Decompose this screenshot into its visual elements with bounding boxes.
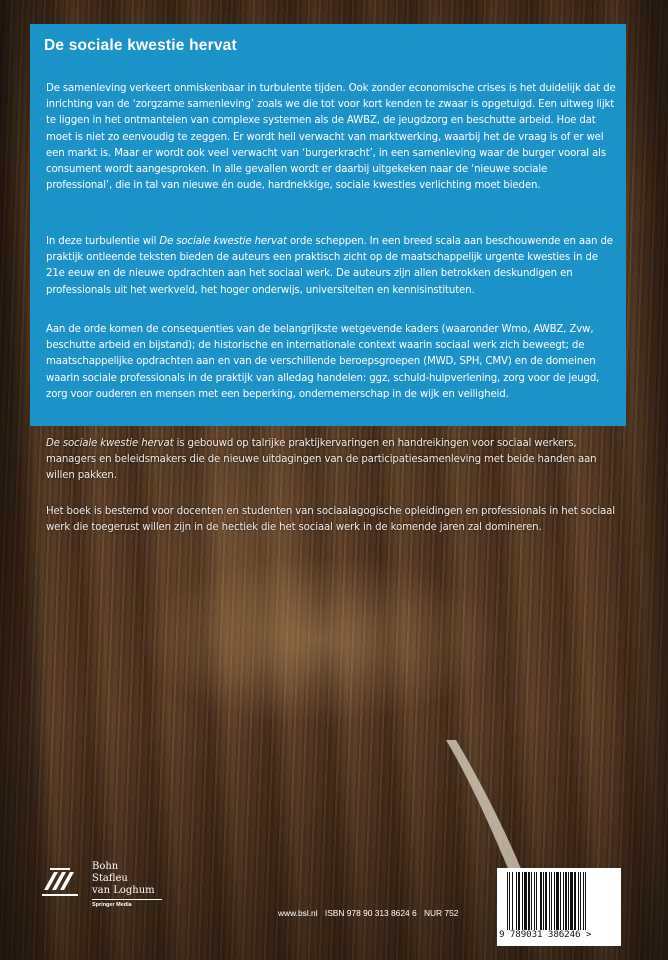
barcode-bar bbox=[540, 872, 542, 930]
title-bar bbox=[30, 24, 626, 70]
barcode-bars bbox=[507, 872, 611, 930]
paragraph-purpose-lead: In deze turbulentie wil bbox=[46, 236, 160, 247]
page-title: De sociale kwestie hervat bbox=[44, 37, 237, 54]
barcode-bar bbox=[507, 872, 508, 930]
publisher-name bbox=[92, 861, 155, 897]
barcode-bar bbox=[522, 872, 523, 930]
barcode-bar bbox=[583, 872, 584, 930]
barcode-bar bbox=[518, 872, 520, 930]
barcode-bar bbox=[563, 872, 564, 930]
barcode-bar bbox=[534, 872, 535, 930]
barcode-bar bbox=[568, 872, 569, 930]
paragraph-topics: Aan de orde komen de consequenties van de belangrijkste wetgevende kaders (waaronder Wmo, AWBZ, Zvw, beschutte arbeid en bijstand); de historische en internationale context waarin sociaal werk zich beweegt; de maatschappelijke opdrachten aan en van de verschillende beroepsgroepen (MWD, SPH, CMV) en de domeinen waarin sociale professionals in de praktijk van alledag handelen: ggz, schuld-hulpverlening, zorg voor de jeugd, zorg voor ouderen en mensen met een beperking, ondernemerschap in de wijk en veiligheid. bbox=[46, 324, 600, 400]
barcode-bar bbox=[536, 872, 537, 930]
publisher-name-line3: van Loghum bbox=[92, 885, 155, 896]
barcode-bar bbox=[585, 872, 586, 930]
barcode-bar bbox=[509, 872, 510, 930]
nur-code: NUR 752 bbox=[423, 908, 459, 918]
publisher-imprint: Springer Media bbox=[92, 902, 132, 908]
paragraph-foundation-body: is gebouwd op talrijke praktijkervaringen en handreikingen voor sociaal werkers, managers en beleidsmakers die de nieuwe uitdagingen van de participatiesamenleving met beide handen aan willen pakken. bbox=[46, 438, 597, 482]
isbn-barcode bbox=[497, 868, 621, 946]
bsl-logo-icon bbox=[40, 860, 80, 900]
barcode-bar bbox=[560, 872, 561, 930]
publisher-name-line2: Stafleu bbox=[92, 873, 128, 884]
barcode-bar bbox=[531, 872, 532, 930]
paragraph-purpose bbox=[46, 234, 616, 299]
book-title-italic: De sociale kwestie hervat bbox=[46, 438, 174, 449]
barcode-bar bbox=[516, 872, 517, 930]
barcode-bar bbox=[528, 872, 530, 930]
publisher-divider bbox=[92, 899, 162, 900]
barcode-bar bbox=[570, 872, 573, 930]
barcode-bar bbox=[545, 872, 547, 930]
barcode-bar bbox=[549, 872, 550, 930]
book-title-italic: De sociale kwestie hervat bbox=[159, 236, 287, 247]
paragraph-foundation bbox=[46, 436, 616, 485]
publisher-logo bbox=[40, 858, 210, 914]
barcode-bar bbox=[551, 872, 552, 930]
barcode-bar bbox=[580, 872, 581, 930]
barcode-bar bbox=[543, 872, 544, 930]
isbn: ISBN 978 90 313 8624 6 bbox=[324, 908, 417, 918]
barcode-bar bbox=[554, 872, 555, 930]
barcode-bar bbox=[578, 872, 579, 930]
barcode-bar bbox=[556, 872, 559, 930]
publisher-website: www.bsl.nl bbox=[278, 908, 318, 918]
paragraph-audience: Het boek is bestemd voor docenten en studenten van sociaalagogische opleidingen en professionals in het sociaal werk die toegerust willen zijn in de hectiek die het sociaal werk in de komende jaren zal domineren. bbox=[46, 506, 615, 534]
barcode-bar bbox=[524, 872, 527, 930]
barcode-bar bbox=[565, 872, 567, 930]
paragraph-intro: De samenleving verkeert onmiskenbaar in turbulente tijden. Ook zonder economische crises is het duidelijk dat de inrichting van de ‘zorgzame samenleving’ zoals we die tot voor kort kenden te zwaar is opgetuigd. Een uitweg lijkt te liggen in het ontmantelen van complexe systemen als de AWBZ, de jeugdzorg en beschutte arbeid. Hoe dat moet is niet zo eenvoudig te zeggen. Er wordt heil verwacht van marktwerking, waarbij het de vraag is of er wel een markt is. Maar er wordt ook veel verwacht van ‘burgerkracht’, in een samenleving waar de burger vooral als consument wordt aangesproken. In alle gevallen wordt er daarbij uitgekeken naar de ‘nieuwe sociale professional’, die in tal van nieuwe én oude, hardnekkige, sociale kwesties verlichting moet bieden. bbox=[46, 83, 616, 192]
paragraph-purpose-body: orde scheppen. In een breed scala aan beschouwende en aan de praktijk ontleende teksten bieden de auteurs een praktisch zicht op de maatschappelijk urgente kwesties in de 21e eeuw en de nieuwe opdrachten aan het sociaal werk. De auteurs zijn allen betrokken deskundigen en professionals uit het werkveld, het hoger onderwijs, universiteiten en kennisinstituten. bbox=[46, 236, 613, 296]
barcode-bar bbox=[512, 872, 513, 930]
barcode-digits: 9 789031 386246 > bbox=[499, 929, 592, 940]
footer-info bbox=[278, 908, 463, 918]
publisher-name-line1: Bohn bbox=[92, 861, 119, 872]
barcode-bar bbox=[574, 872, 576, 930]
wood-scratch-decoration bbox=[440, 740, 530, 880]
